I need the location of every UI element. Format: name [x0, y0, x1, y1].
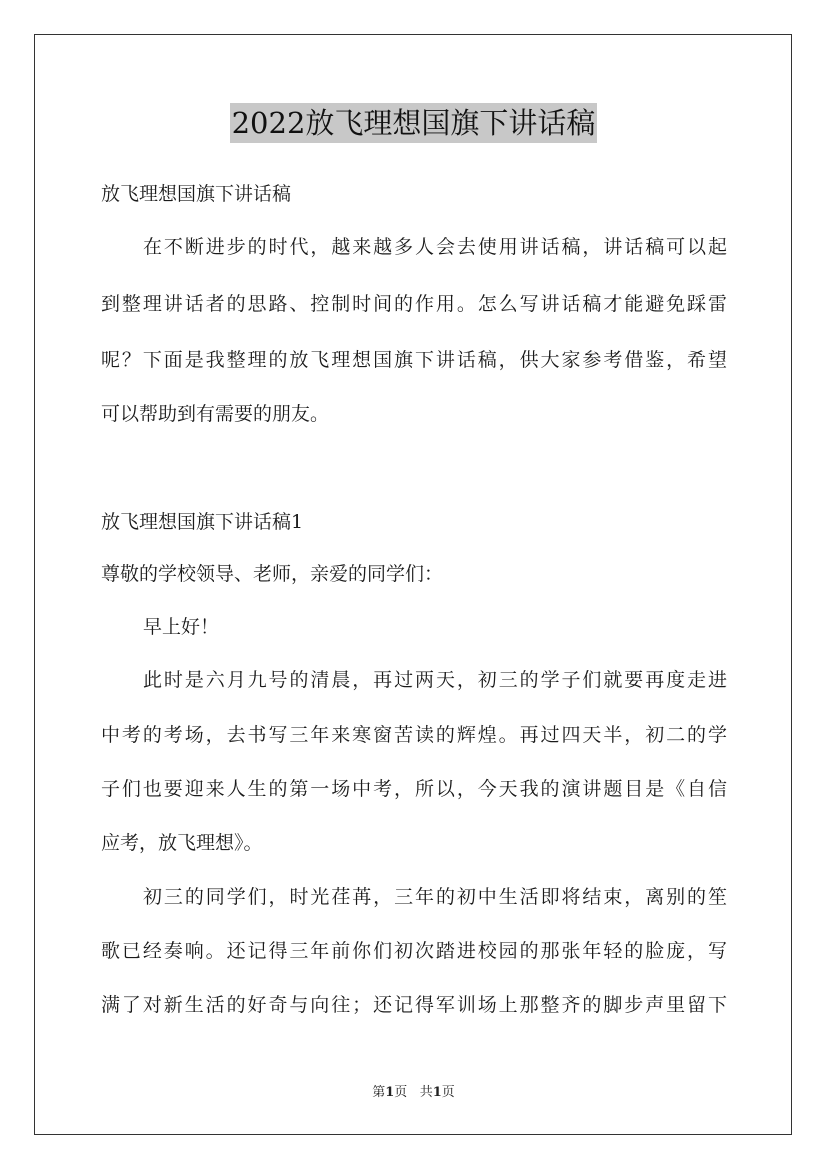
- intro-line-1: 在不断进步的时代，越来越多人会去使用讲话稿，讲话稿可以起: [143, 236, 727, 258]
- para2-line-3: 满了对新生活的好奇与向往；还记得军训场上那整齐的脚步声里留下: [101, 994, 727, 1016]
- footer-page-suffix: 页: [394, 1085, 408, 1100]
- para1-line-2: 中考的考场，去书写三年来寒窗苦读的辉煌。再过四天半，初二的学: [101, 724, 727, 746]
- intro-line-2: 到整理讲话者的思路、控制时间的作用。怎么写讲话稿才能避免踩雷: [101, 293, 727, 315]
- section-heading: 放飞理想国旗下讲话稿1: [101, 511, 304, 533]
- document-subtitle: 放飞理想国旗下讲话稿: [101, 183, 292, 205]
- para2-line-2: 歌已经奏响。还记得三年前你们初次踏进校园的那张年轻的脸庞，写: [101, 940, 727, 962]
- para1-line-1: 此时是六月九号的清晨，再过两天，初三的学子们就要再度走进: [143, 669, 727, 691]
- footer-page-num: 1: [385, 1085, 395, 1100]
- intro-line-4: 可以帮助到有需要的朋友。: [101, 403, 330, 425]
- para2-line-1: 初三的同学们，时光荏苒，三年的初中生活即将结束，离别的笙: [143, 886, 727, 908]
- para1-line-4: 应考，放飞理想》。: [101, 832, 263, 854]
- page-footer: [0, 1084, 827, 1102]
- title-wrap: [0, 103, 827, 143]
- footer-page-prefix: 第: [372, 1085, 386, 1100]
- para1-line-3: 子们也要迎来人生的第一场中考，所以，今天我的演讲题目是《自信: [101, 778, 727, 800]
- intro-line-3: 呢？下面是我整理的放飞理想国旗下讲话稿，供大家参考借鉴，希望: [101, 349, 727, 371]
- salutation: 尊敬的学校领导、老师，亲爱的同学们：: [101, 563, 444, 585]
- document-title: 2022放飞理想国旗下讲话稿: [230, 103, 598, 143]
- footer-total-prefix: 共: [419, 1085, 433, 1100]
- greeting: 早上好！: [143, 616, 220, 638]
- footer-total-suffix: 页: [441, 1085, 455, 1100]
- footer-total-num: 1: [432, 1085, 442, 1100]
